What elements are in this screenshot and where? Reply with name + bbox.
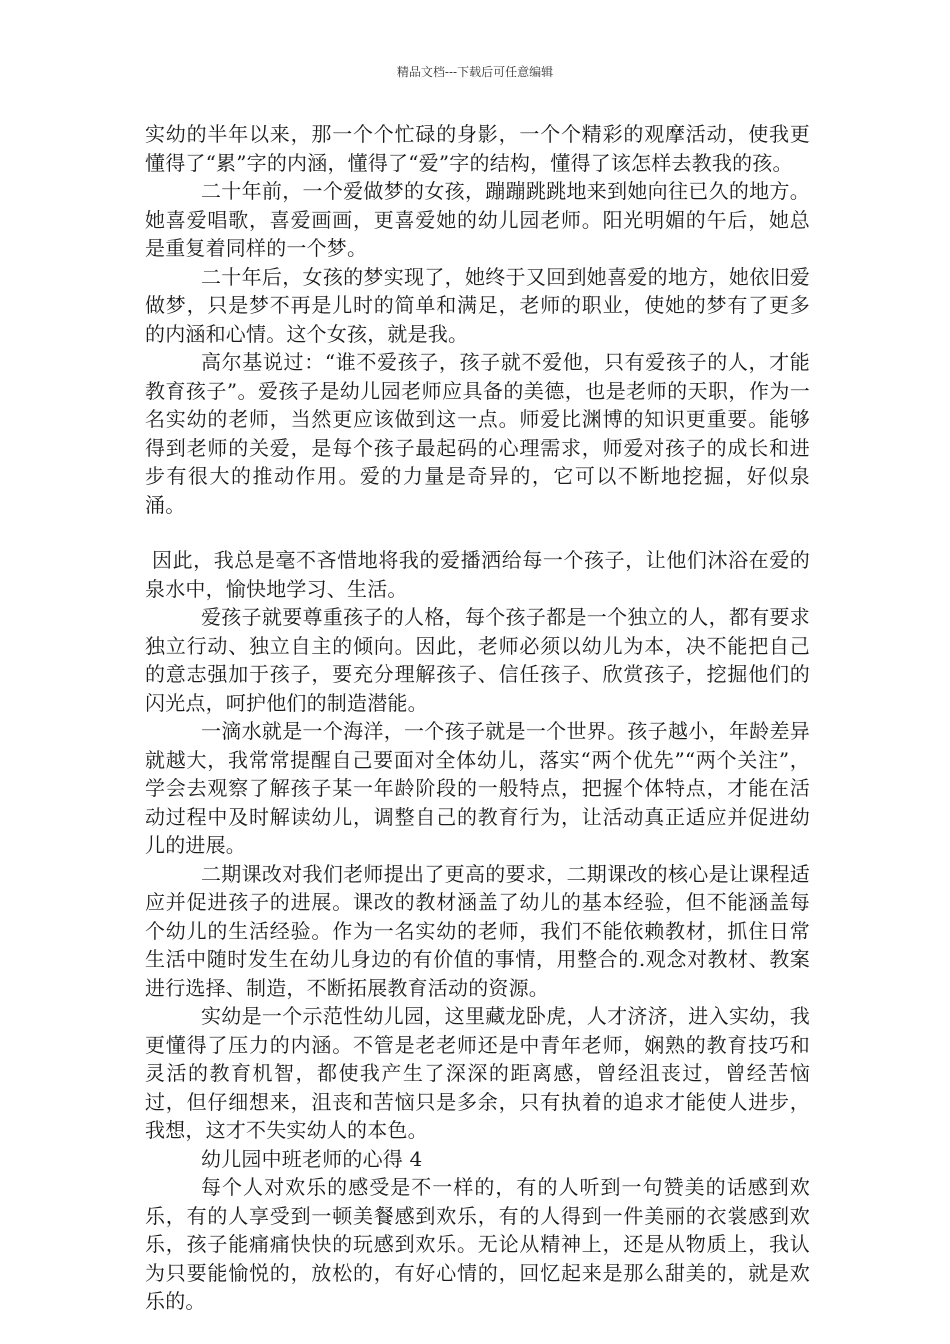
paragraph-gorky-quote: 高尔基说过：“谁不爱孩子，孩子就不爱他，只有爱孩子的人，才能教育孩子”。爱孩子是幼儿园老师应具备的美德，也是老师的天职，作为一名实幼的老师，当然更应该做到这一点。师爱比渊博的知识更重要。能够得到老师的关爱，是每个孩子最起码的心理需求，师爱对孩子的成长和进步有很大的推动作用。爱的力量是奇异的，它可以不断地挖掘，好似泉涌。: [145, 350, 810, 517]
page-header: 精品文档---下载后可任意编辑: [396, 65, 554, 79]
paragraph-respect: 爱孩子就要尊重孩子的人格，每个孩子都是一个独立的人，都有要求独立行动、独立自主的倾向。因此，老师必须以幼儿为本，决不能把自己的意志强加于孩子，要充分理解孩子、信任孩子、欣赏孩子，挖掘他们的闪光点，呵护他们的制造潜能。: [145, 605, 810, 715]
document-body: [145, 120, 810, 1316]
paragraph-therefore: 因此，我总是毫不吝惜地将我的爱播洒给每一个孩子，让他们沐浴在爱的泉水中，愉快地学习、生活。: [145, 548, 810, 601]
paragraph-happiness: 每个人对欢乐的感受是不一样的，有的人听到一句赞美的话感到欢乐，有的人享受到一顿美餐感到欢乐，有的人得到一件美丽的衣裳感到欢乐，孩子能痛痛快快的玩感到欢乐。无论从精神上，还是从物质上，我认为只要能愉悦的，放松的，有好心情的，回忆起来是那么甜美的，就是欢乐的。: [145, 1175, 810, 1313]
paragraph-intro: 实幼的半年以来，那一个个忙碌的身影，一个个精彩的观摩活动，使我更懂得了“累”字的内涵，懂得了“爱”字的结构，懂得了该怎样去教我的孩。: [145, 122, 810, 175]
paragraph-twenty-years-ago: 二十年前，一个爱做梦的女孩，蹦蹦跳跳地来到她向往已久的地方。她喜爱唱歌，喜爱画画，更喜爱她的幼儿园老师。阳光明媚的午后，她总是重复着同样的一个梦。: [145, 179, 810, 260]
paragraph-curriculum-reform: 二期课改对我们老师提出了更高的要求，二期课改的核心是让课程适应并促进孩子的进展。课改的教材涵盖了幼儿的基本经验，但不能涵盖每个幼儿的生活经验。作为一名实幼的老师，我们不能依赖教材，抓住日常生活中随时发生在幼儿身边的有价值的事情，用整合的.观念对教材、教案进行选择、制造，不断拓展教育活动的资源。: [145, 861, 810, 1000]
paragraph-twenty-years-later: 二十年后，女孩的梦实现了，她终于又回到她喜爱的地方，她依旧爱做梦，只是梦不再是儿时的简单和满足，老师的职业，使她的梦有了更多的内涵和心情。这个女孩，就是我。: [145, 264, 810, 346]
paragraph-demonstration-kindergarten: 实幼是一个示范性幼儿园，这里藏龙卧虎，人才济济，进入实幼，我更懂得了压力的内涵。不管是老老师还是中青年老师，娴熟的教育技巧和灵活的教育机智，都使我产生了深深的距离感，曾经沮丧过，曾经苦恼过，但仔细想来，沮丧和苦恼只是多余，只有执着的追求才能使人进步，我想，这才不失实幼人的本色。: [145, 1004, 810, 1142]
section-heading: 幼儿园中班老师的心得 4: [201, 1146, 423, 1171]
paragraph-drop-of-water: 一滴水就是一个海洋，一个孩子就是一个世界。孩子越小，年龄差异就越大，我常常提醒自己要面对全体幼儿，落实“两个优先”“两个关注”，学会去观察了解孩子某一年龄阶段的一般特点，把握个体特点，才能在活动过程中及时解读幼儿，调整自己的教育行为，让活动真正适应并促进幼儿的进展。: [145, 719, 810, 857]
